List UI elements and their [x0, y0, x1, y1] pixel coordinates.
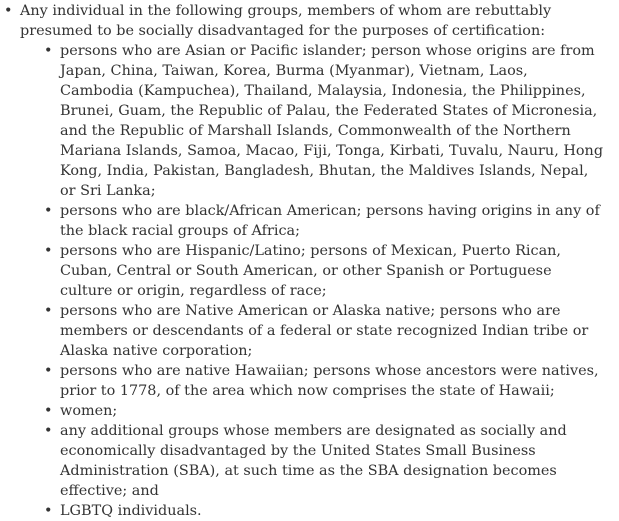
bullet-icon: • — [44, 43, 53, 59]
group-text: any additional groups whose members are designated as socially and economically disadvantaged by the United States Small Business Administration (SBA), at such time as the SBA designation becomes effective; and — [60, 423, 567, 499]
groups-sublist — [20, 41, 605, 521]
bullet-icon: • — [44, 243, 53, 259]
list-item — [44, 401, 605, 421]
bullet-icon: • — [44, 363, 53, 379]
group-text: persons who are black/African American; persons having origins in any of the black racial groups of Africa; — [60, 203, 600, 239]
bullet-icon: • — [44, 303, 53, 319]
group-text: persons who are native Hawaiian; persons whose ancestors were natives, prior to 1778, of the area which now comprises the state of Hawaii; — [60, 363, 599, 399]
intro-text: Any individual in the following groups, members of whom are rebuttably presumed to be socially disadvantaged for the purposes of certification: — [20, 3, 552, 39]
list-item — [44, 421, 605, 501]
list-item — [44, 361, 605, 401]
list-item-presumed-groups — [0, 1, 605, 521]
list-item — [44, 241, 605, 301]
group-text: persons who are Hispanic/Latino; persons of Mexican, Puerto Rican, Cuban, Central or South American, or other Spanish or Portuguese culture or origin, regardless of race; — [60, 243, 562, 299]
list-item — [44, 201, 605, 241]
list-item — [44, 301, 605, 361]
bullet-icon: • — [4, 3, 13, 19]
bullet-icon: • — [44, 423, 53, 439]
list-item — [44, 41, 605, 201]
bullet-icon: • — [44, 403, 53, 419]
group-text: persons who are Native American or Alaska native; persons who are members or descendants of a federal or state recognized Indian tribe or Alaska native corporation; — [60, 303, 589, 359]
certification-criteria-list — [0, 1, 605, 521]
group-text: persons who are Asian or Pacific islander; person whose origins are from Japan, China, Taiwan, Korea, Burma (Myanmar), Vietnam, Laos, Cambodia (Kampuchea), Thailand, Malaysia, Indonesia, the Philippines, Brunei, Guam, the Republic of Palau, the Federated States of Micronesia, and the Republic of Marshall Islands, Commonwealth of the Northern Mariana Islands, Samoa, Macao, Fiji, Tonga, Kirbati, Tuvalu, Nauru, Hong Kong, India, Pakistan, Bangladesh, Bhutan, the Maldives Islands, Nepal, or Sri Lanka; — [60, 43, 604, 199]
bullet-icon: • — [44, 203, 53, 219]
bullet-icon: • — [44, 503, 53, 519]
group-text: women; — [60, 403, 118, 419]
group-text: LGBTQ individuals. — [60, 503, 202, 519]
list-item — [44, 501, 605, 521]
